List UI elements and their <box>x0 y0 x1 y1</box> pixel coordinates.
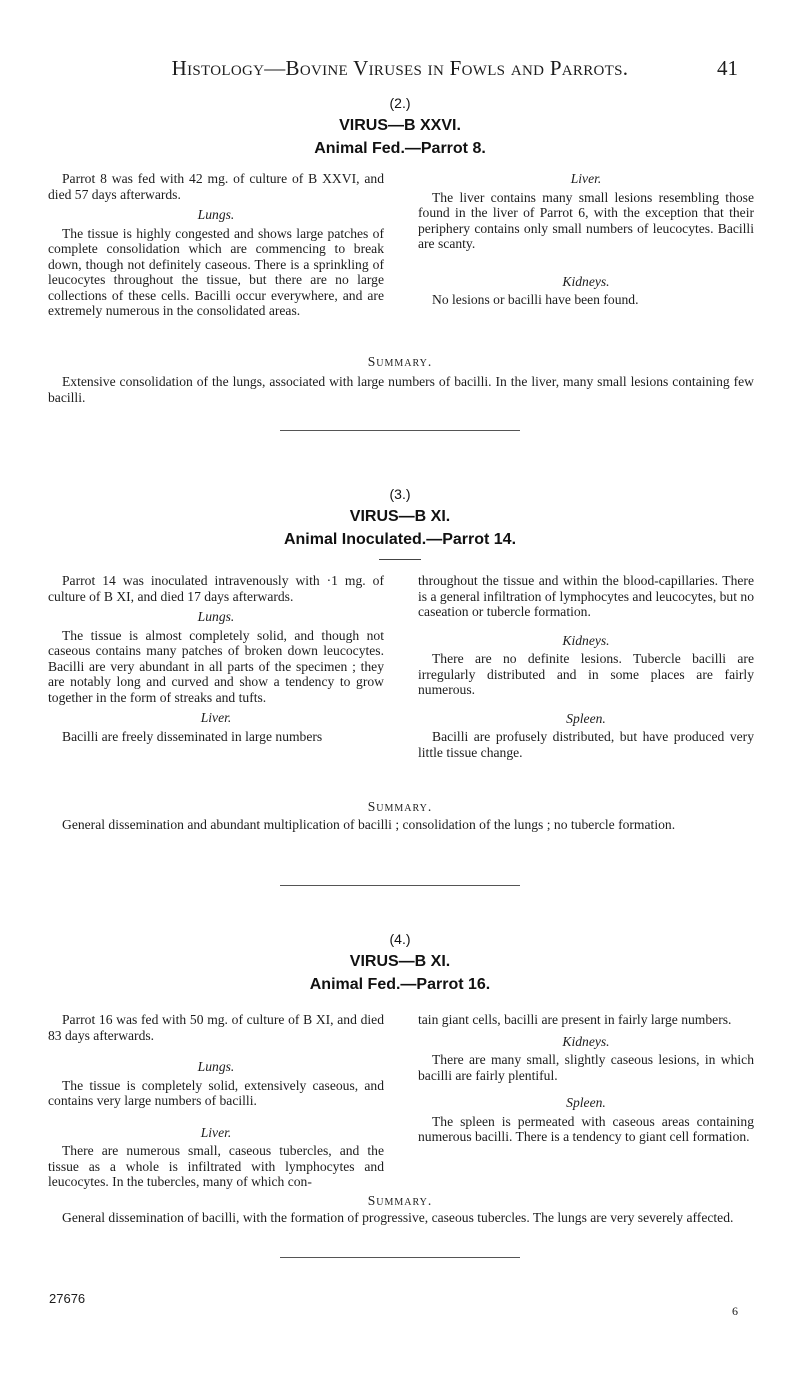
subheading-lungs: Lungs. <box>197 609 235 624</box>
subheading-kidneys: Kidneys. <box>562 632 610 648</box>
lungs-paragraph: The tissue is almost completely solid, and though not caseous contains many patches of broken down leucocytes. Bacilli are very abundant in all parts of the specimen ; they are notably long and curved and show a tendency to grow together in the form of streaks and tufts. <box>48 627 384 705</box>
animal-heading: Animal Fed.—Parrot 16. <box>309 976 491 993</box>
section-number: (4.) <box>389 931 411 947</box>
intro-paragraph: Parrot 8 was fed with 42 mg. of culture of B XXVI, and died 57 days afterwards. <box>48 171 384 202</box>
summary-heading: Summary. <box>367 1193 433 1208</box>
intro-paragraph: Parrot 14 was inoculated intravenously with ·1 mg. of culture of B XI, and died 17 days afterwards. <box>48 573 384 604</box>
left-column <box>48 1012 384 1190</box>
running-header <box>0 56 800 86</box>
right-column <box>418 1012 754 1190</box>
section-number: (3.) <box>389 486 411 502</box>
right-column <box>418 573 754 760</box>
subheading-spleen: Spleen. <box>566 1095 606 1110</box>
section-number: (2.) <box>389 95 411 111</box>
running-title: Histology—Bovine Viruses in Fowls and Parrots. <box>171 56 629 80</box>
section-divider <box>280 885 520 886</box>
spleen-paragraph: Bacilli are profusely distributed, but have produced very little tissue change. <box>418 729 754 760</box>
subheading-lungs: Lungs. <box>197 207 235 222</box>
summary-heading: Summary. <box>367 354 433 369</box>
section-divider <box>280 430 520 431</box>
subheading-liver: Liver. <box>570 171 602 186</box>
subheading-kidneys: Kidneys. <box>562 273 610 289</box>
kidneys-paragraph: No lesions or bacilli have been found. <box>432 292 639 307</box>
section-divider <box>280 1257 520 1258</box>
kidneys-paragraph: There are no definite lesions. Tubercle bacilli are irregularly distributed and in some places are fairly numerous. <box>418 651 754 697</box>
signature-mark: 6 <box>732 1304 738 1318</box>
animal-heading: Animal Fed.—Parrot 8. <box>314 140 486 157</box>
section-2-heading <box>0 92 800 160</box>
left-column <box>48 573 384 760</box>
intro-paragraph: Parrot 16 was fed with 50 mg. of culture of B XI, and died 83 days afterwards. <box>48 1012 384 1043</box>
animal-heading: Animal Inoculated.—Parrot 14. <box>283 531 517 548</box>
subheading-lungs: Lungs. <box>197 1059 235 1074</box>
section-3-heading <box>0 483 800 560</box>
subheading-spleen: Spleen. <box>566 710 606 726</box>
kidneys-paragraph: There are many small, slightly caseous lesions, in which bacilli are fairly plentiful. <box>418 1052 754 1083</box>
printer-signature: 27676 <box>49 1291 86 1306</box>
subheading-liver: Liver. <box>200 710 232 725</box>
virus-heading: VIRUS—B XXVI. <box>339 117 461 134</box>
left-column <box>48 171 384 319</box>
liver-paragraph: The liver contains many small lesions resembling those found in the liver of Parrot 6, with the exception that their periphery contains only small numbers of leucocytes. Bacilli are scanty. <box>418 189 754 251</box>
subheading-liver: Liver. <box>200 1124 232 1140</box>
summary-paragraph: Extensive consolidation of the lungs, associated with large numbers of bacilli. In the liver, many small lesions containing few bacilli. <box>48 374 754 405</box>
liver-paragraph: Bacilli are freely disseminated in large numbers <box>62 728 323 744</box>
summary-heading: Summary. <box>367 799 433 814</box>
section-2-body <box>48 171 754 319</box>
subheading-kidneys: Kidneys. <box>562 1033 610 1049</box>
liver-paragraph: There are numerous small, caseous tubercles, and the tissue as a whole is infiltrated with lymphocytes and leucocytes. In the tubercles, many of which con- <box>48 1143 384 1189</box>
summary-paragraph: General dissemination and abundant multiplication of bacilli ; consolidation of the lungs ; no tubercle formation. <box>62 817 676 832</box>
section-4-body <box>48 1012 754 1190</box>
heading-rule <box>379 559 421 560</box>
liver-paragraph-continued: tain giant cells, bacilli are present in fairly large numbers. <box>418 1012 732 1027</box>
right-column <box>418 171 754 319</box>
summary-paragraph: General dissemination of bacilli, with the formation of progressive, caseous tubercles. The lungs are very severely affected. <box>62 1210 734 1225</box>
lungs-paragraph: The tissue is highly congested and shows large patches of complete consolidation which are commencing to break down, though not definitely caseous. There is a sprinkling of leucocytes throughout the tissue, but there are no large collections of these cells. Bacilli occur everywhere, and are extremely numerous in the consolidated areas. <box>48 225 384 318</box>
section-3-body <box>48 573 754 760</box>
virus-heading: VIRUS—B XI. <box>349 508 451 525</box>
section-4-heading <box>0 928 800 996</box>
spleen-paragraph: The spleen is permeated with caseous areas containing numerous bacilli. There is a tendency to giant cell formation. <box>418 1113 754 1144</box>
lungs-paragraph: The tissue is completely solid, extensively caseous, and contains very large numbers of bacilli. <box>48 1077 384 1108</box>
virus-heading: VIRUS—B XI. <box>349 953 451 970</box>
liver-paragraph-continued: throughout the tissue and within the blood-capillaries. There is a general infiltration of lymphocytes and leucocytes, but no caseation or tubercle formation. <box>418 573 754 619</box>
page-number: 41 <box>717 56 738 80</box>
